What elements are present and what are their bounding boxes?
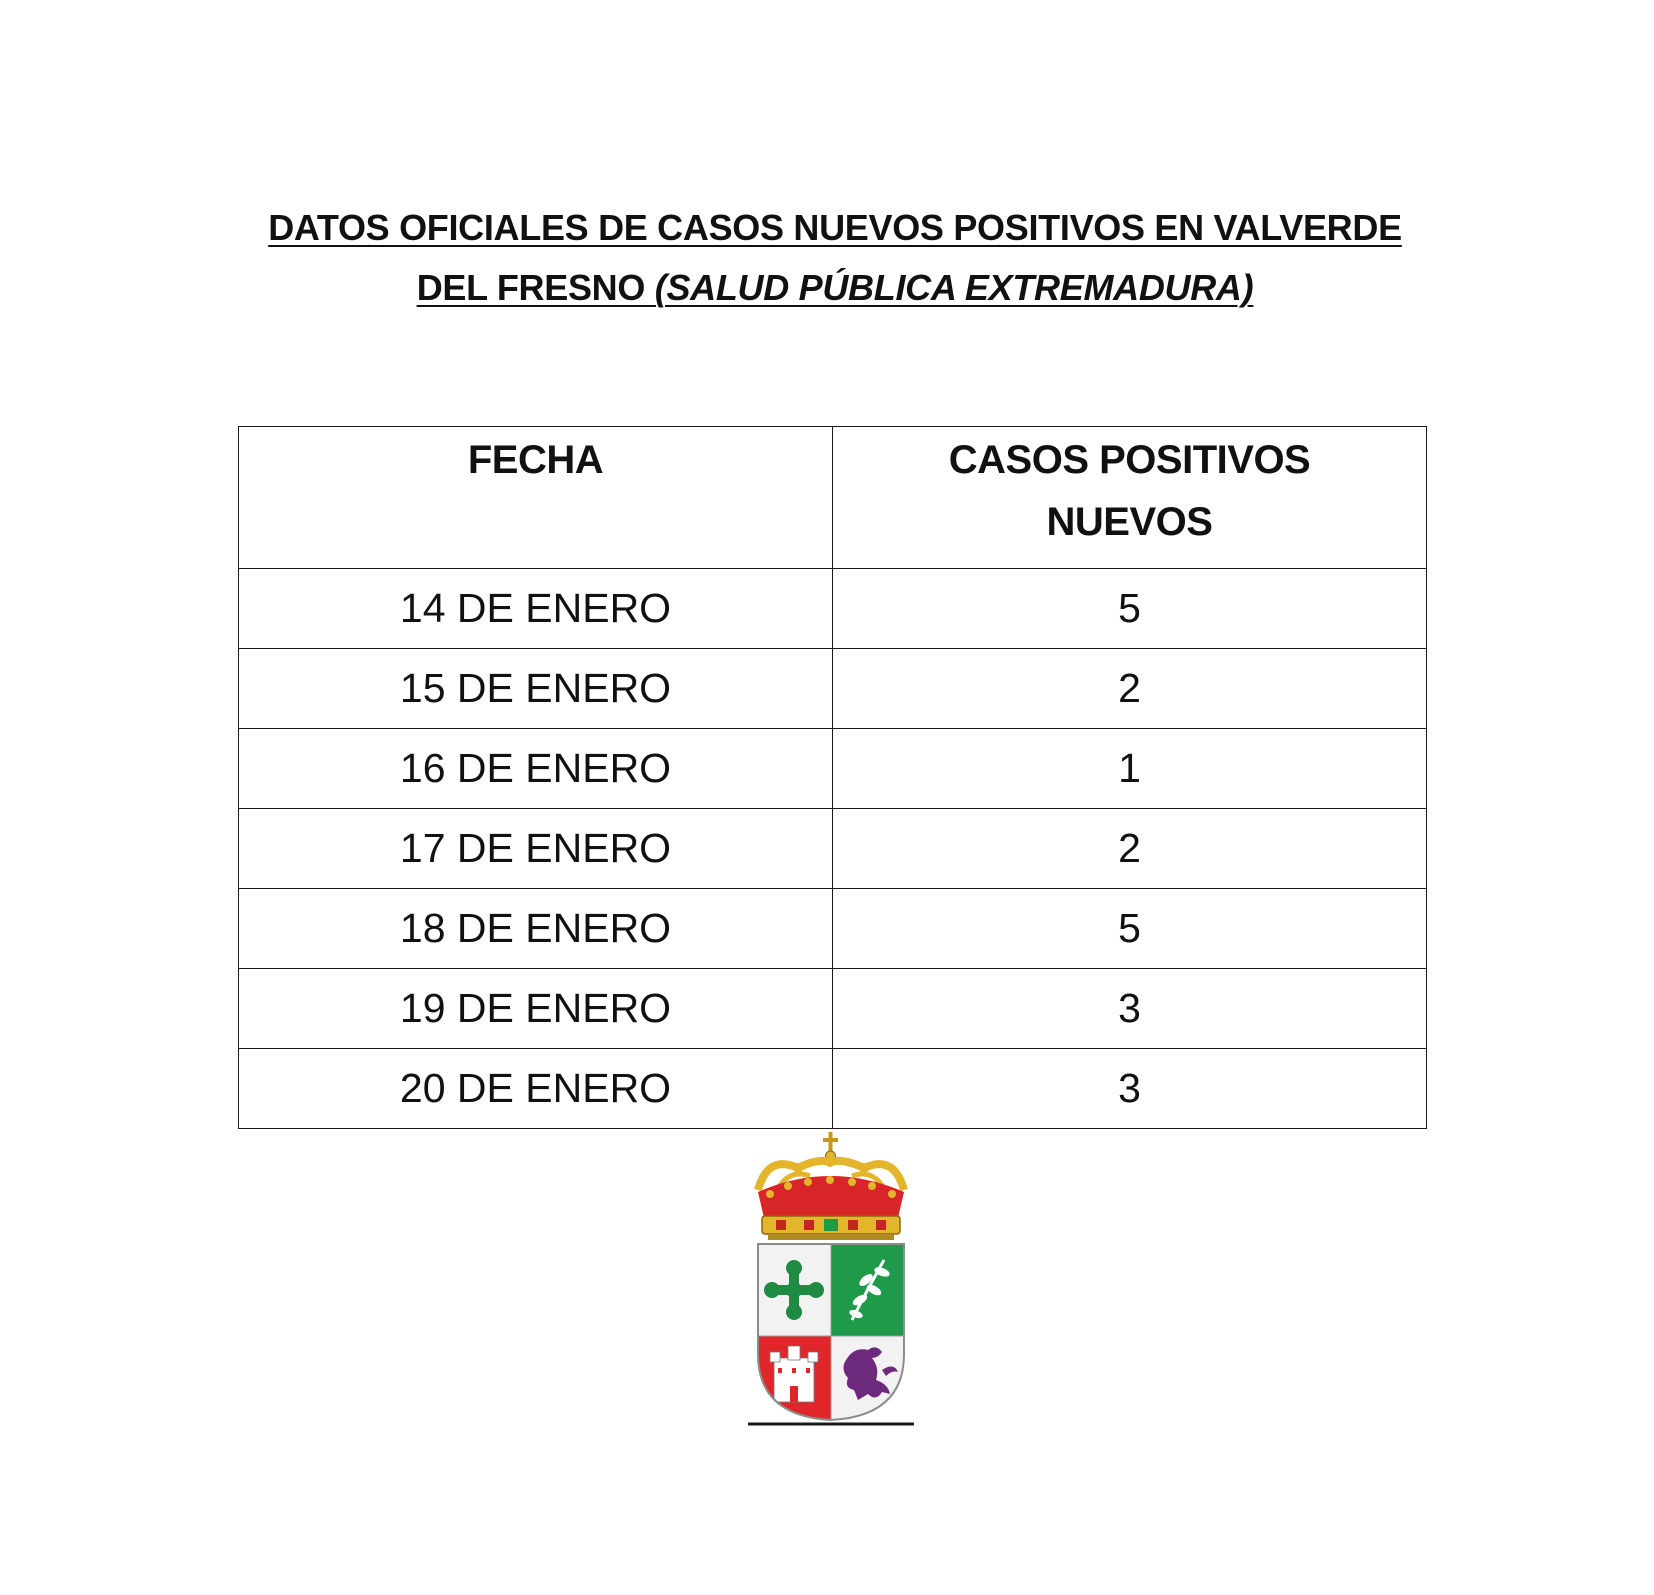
cell-fecha: 19 DE ENERO: [239, 969, 833, 1049]
cell-casos: 1: [833, 729, 1427, 809]
cell-casos: 2: [833, 809, 1427, 889]
table-row: [239, 569, 1427, 649]
cell-casos: 5: [833, 889, 1427, 969]
coat-of-arms-icon: [748, 1132, 914, 1428]
cell-fecha: 18 DE ENERO: [239, 889, 833, 969]
cell-casos: 3: [833, 1049, 1427, 1129]
table-row: [239, 649, 1427, 729]
cases-table: [238, 426, 1427, 1129]
table-row: [239, 809, 1427, 889]
table-row: [239, 969, 1427, 1049]
title-line-1: DATOS OFICIALES DE CASOS NUEVOS POSITIVOS EN VALVERDE: [268, 207, 1402, 248]
title-line-2: [417, 267, 1254, 308]
header-fecha: FECHA: [239, 427, 833, 569]
cell-fecha: 14 DE ENERO: [239, 569, 833, 649]
cell-casos: 2: [833, 649, 1427, 729]
cell-fecha: 17 DE ENERO: [239, 809, 833, 889]
table-row: [239, 1049, 1427, 1129]
cell-casos: 3: [833, 969, 1427, 1049]
title-line-2-plain: DEL FRESNO: [416, 267, 655, 308]
header-casos-text: CASOS POSITIVOS NUEVOS: [948, 438, 1311, 544]
document-title: [200, 198, 1470, 318]
cell-fecha: 15 DE ENERO: [239, 649, 833, 729]
cell-casos: 5: [833, 569, 1427, 649]
cell-fecha: 20 DE ENERO: [239, 1049, 833, 1129]
table-row: [239, 889, 1427, 969]
table-row: [239, 729, 1427, 809]
title-line-2-italic: (SALUD PÚBLICA EXTREMADURA): [654, 267, 1254, 308]
cell-fecha: 16 DE ENERO: [239, 729, 833, 809]
table-header-row: [239, 427, 1427, 569]
header-casos: [833, 427, 1427, 569]
